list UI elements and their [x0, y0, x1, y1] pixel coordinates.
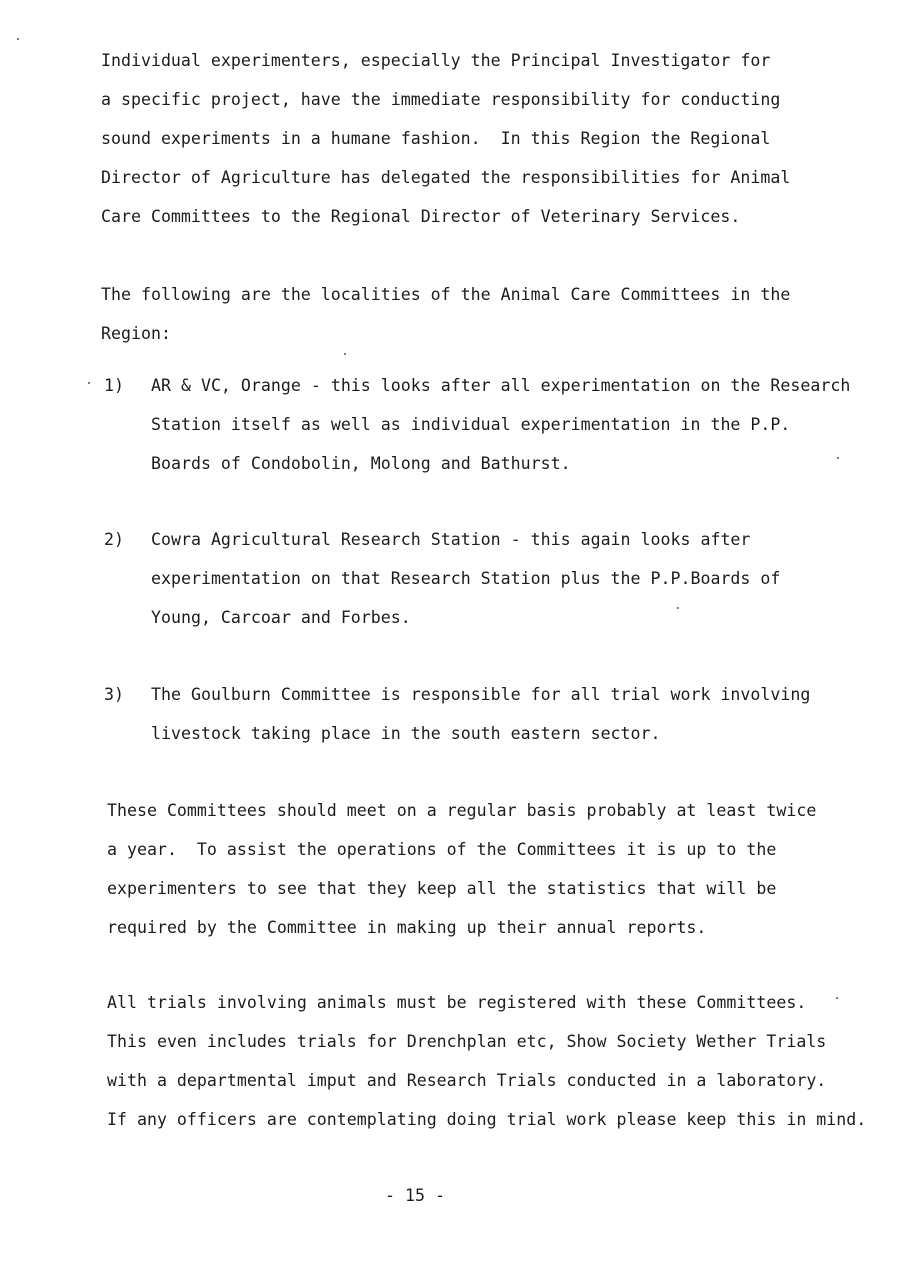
- paragraph-meetings: [107, 791, 816, 947]
- paragraph-registration: [107, 983, 866, 1139]
- scan-speck: [836, 997, 838, 999]
- text-line: Care Committees to the Regional Director of Veterinary Services.: [101, 207, 741, 226]
- list-item-body: [151, 675, 810, 753]
- scan-speck: [837, 457, 839, 459]
- text-line: sound experiments in a humane fashion. In this Region the Regional: [101, 129, 771, 148]
- text-line: a year. To assist the operations of the Committees it is up to the: [107, 840, 777, 859]
- scan-speck: [344, 353, 346, 355]
- text-line: required by the Committee in making up their annual reports.: [107, 918, 707, 937]
- paragraph-localities: [101, 275, 790, 353]
- text-line: If any officers are contemplating doing trial work please keep this in mind.: [107, 1110, 867, 1129]
- list-item-number: 1): [104, 376, 124, 395]
- text-line: Boards of Condobolin, Molong and Bathurst.: [151, 454, 571, 473]
- page-number: - 15 -: [385, 1186, 445, 1205]
- scan-speck: [88, 382, 90, 384]
- paragraph-responsibilities: [101, 41, 790, 236]
- text-line: experimenters to see that they keep all the statistics that will be: [107, 879, 777, 898]
- text-line: Individual experimenters, especially the Principal Investigator for: [101, 51, 771, 70]
- text-line: livestock taking place in the south eastern sector.: [151, 724, 661, 743]
- text-line: These Committees should meet on a regular basis probably at least twice: [107, 801, 817, 820]
- list-item-body: [151, 520, 780, 637]
- text-line: Region:: [101, 324, 171, 343]
- scan-speck: [17, 38, 19, 40]
- text-line: The Goulburn Committee is responsible for all trial work involving: [151, 685, 811, 704]
- text-line: This even includes trials for Drenchplan etc, Show Society Wether Trials: [107, 1032, 827, 1051]
- list-item-number: 2): [104, 530, 124, 549]
- text-line: Director of Agriculture has delegated the responsibilities for Animal: [101, 168, 791, 187]
- list-item-number: 3): [104, 685, 124, 704]
- text-line: a specific project, have the immediate responsibility for conducting: [101, 90, 781, 109]
- text-line: AR & VC, Orange - this looks after all experimentation on the Research: [151, 376, 851, 395]
- text-line: All trials involving animals must be registered with these Committees.: [107, 993, 807, 1012]
- text-line: Young, Carcoar and Forbes.: [151, 608, 411, 627]
- list-item-body: [151, 366, 850, 483]
- text-line: experimentation on that Research Station plus the P.P.Boards of: [151, 569, 781, 588]
- text-line: Station itself as well as individual experimentation in the P.P.: [151, 415, 791, 434]
- text-line: The following are the localities of the Animal Care Committees in the: [101, 285, 791, 304]
- text-line: with a departmental imput and Research Trials conducted in a laboratory.: [107, 1071, 827, 1090]
- scan-speck: [677, 607, 679, 609]
- text-line: Cowra Agricultural Research Station - this again looks after: [151, 530, 751, 549]
